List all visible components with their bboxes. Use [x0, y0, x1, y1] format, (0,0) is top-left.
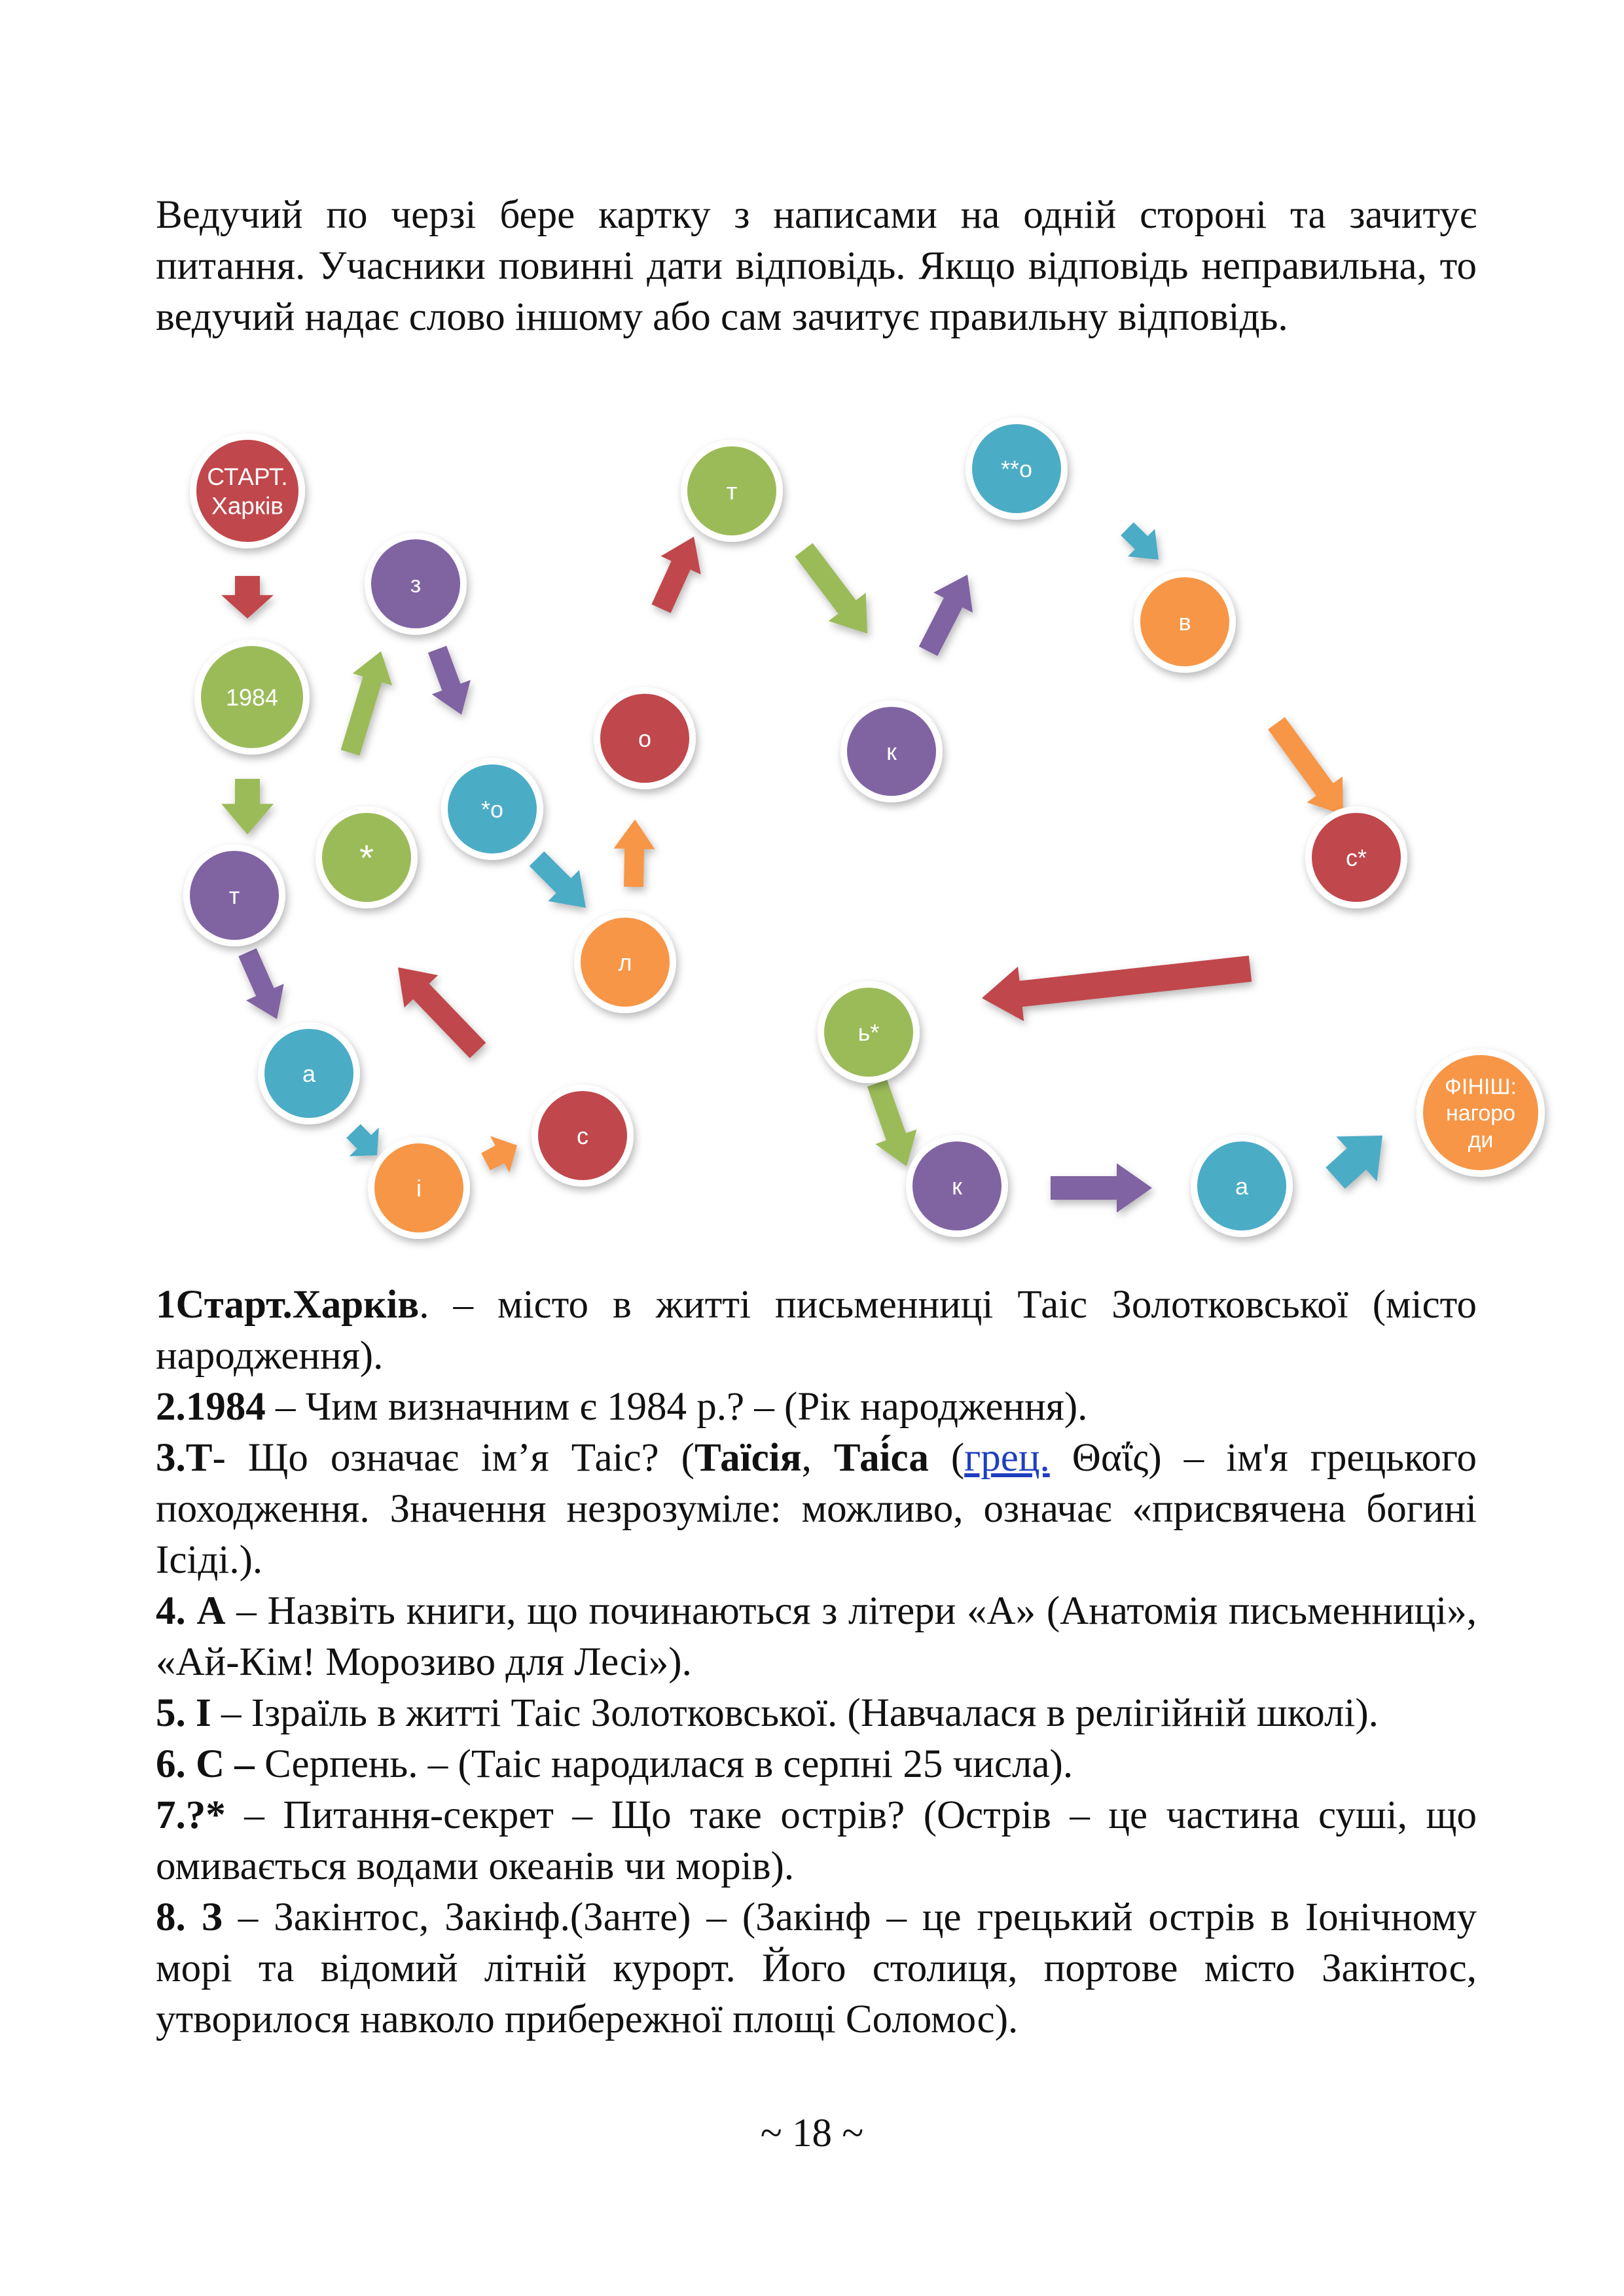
node-label: СТАРТ. — [207, 463, 288, 491]
arrow-red — [221, 576, 274, 619]
node-label: * — [359, 837, 374, 879]
node-a2 — [1191, 1135, 1293, 1237]
item-number: 7.?* — [156, 1793, 226, 1837]
item-lead: І — [185, 1691, 211, 1735]
item-text: – Ізраїль в житті Таіс Золотковської. (Навчалася в релігійній школі). — [211, 1691, 1379, 1735]
node-v — [1134, 571, 1236, 673]
node-i — [368, 1137, 470, 1239]
node-label: ди — [1468, 1128, 1494, 1153]
item-text: - Що означає ім’я Таіс? ( — [212, 1436, 695, 1480]
item-4 — [156, 1586, 1477, 1688]
node-o — [594, 687, 696, 789]
item-lead: А — [185, 1589, 226, 1633]
item-8 — [156, 1892, 1477, 2045]
arrow-blue — [1326, 1136, 1382, 1189]
node-a1 — [258, 1022, 360, 1124]
name-taisa: Таі́са — [833, 1436, 929, 1480]
item-number: 5. — [156, 1691, 186, 1735]
node-label: в — [1178, 608, 1191, 636]
questions-list — [156, 1280, 1477, 2045]
node-t1 — [183, 844, 285, 946]
node-label: з — [410, 570, 422, 598]
node-label: **о — [1000, 455, 1033, 482]
node-k2 — [906, 1135, 1008, 1237]
item-number: 2. — [156, 1385, 186, 1429]
item-7 — [156, 1790, 1477, 1892]
item-text: Серпень. – (Таіс народилася в серпні 25 числа). — [254, 1742, 1074, 1786]
item-text: . – місто в житті письменниці Таіс Золотковської (місто народження). — [156, 1283, 1477, 1378]
item-lead: С – — [185, 1742, 255, 1786]
item-6 — [156, 1739, 1477, 1790]
arrow-blue — [1121, 522, 1159, 560]
node-label: к — [952, 1172, 962, 1200]
item-1 — [156, 1280, 1477, 1382]
arrow-red — [398, 967, 486, 1058]
node-start — [190, 433, 305, 548]
node-label: Харків — [211, 492, 283, 520]
node-l — [574, 911, 676, 1013]
node-k1 — [840, 700, 943, 802]
item-lead: Т — [185, 1436, 213, 1480]
item-lead: З — [185, 1895, 223, 1939]
arrow-orange — [614, 819, 655, 887]
greek-link[interactable]: грец. — [964, 1436, 1050, 1480]
node-label: с* — [1345, 844, 1367, 871]
item-text: – Назвіть книги, що починаються з літери «А» (Анатомія письменниці», «Ай-Кім! Морозиво для Лесі»). — [156, 1589, 1477, 1684]
name-taisiia: Таїсія — [694, 1436, 802, 1480]
node-label: о — [638, 725, 652, 752]
item-number: 6. — [156, 1742, 186, 1786]
arrow-green — [795, 543, 868, 634]
arrow-purple — [919, 575, 973, 656]
node-z — [365, 533, 467, 635]
node-star-o — [441, 758, 543, 860]
arrow-blue — [530, 852, 586, 908]
node-label: с — [577, 1122, 588, 1149]
item-lead: 1984 — [185, 1385, 266, 1429]
node-label: т — [726, 477, 738, 505]
arrow-red — [651, 537, 700, 613]
item-2 — [156, 1382, 1477, 1433]
node-label: ь* — [857, 1018, 880, 1046]
arrow-blue — [346, 1124, 379, 1157]
item-3 — [156, 1433, 1477, 1586]
item-number: 1 — [156, 1283, 176, 1327]
node-soft-star — [818, 981, 920, 1083]
node-star — [316, 806, 418, 908]
arrow-green — [341, 651, 393, 755]
node-1984 — [194, 639, 310, 755]
item-text: ( — [928, 1436, 965, 1480]
arrow-red — [982, 956, 1252, 1021]
item-5 — [156, 1688, 1477, 1739]
node-label: *о — [480, 795, 504, 823]
node-finish — [1416, 1049, 1545, 1177]
arrow-orange — [1268, 717, 1343, 815]
node-label: л — [618, 948, 632, 976]
item-number: 8. — [156, 1895, 186, 1939]
arrow-green — [221, 779, 274, 834]
arrow-purple — [1051, 1163, 1152, 1213]
arrow-green — [867, 1080, 917, 1166]
item-text: – Закінтос, Закінф.(Занте) – (Закінф – це грецький острів в Іонічному морі та відомий літній курорт. Його столиця, портове місто Закінтос, утворилося навколо прибережної площі Соломос). — [156, 1895, 1477, 2041]
item-number: 4. — [156, 1589, 186, 1633]
item-text: – Питання-секрет – Що таке острів? (Острів – це частина суші, що омивається водами океанів чи морів). — [156, 1793, 1477, 1888]
node-label: а — [1235, 1172, 1249, 1200]
arrow-purple — [428, 646, 471, 715]
node-label: а — [302, 1060, 316, 1087]
item-lead: Старт.Харків — [175, 1283, 420, 1327]
arrow-purple — [238, 948, 283, 1019]
node-s — [532, 1085, 634, 1187]
item-text: – Чим визначним є 1984 р.? – (Рік народження). — [265, 1385, 1088, 1429]
node-label: к — [886, 738, 897, 765]
node-star-star-o — [965, 418, 1068, 520]
intro-paragraph: Ведучий по черзі бере картку з написами на одній стороні та зачитує питання. Учасники повинні дати відповідь. Якщо відповідь неправильна, то ведучий надає слово іншому або сам зачитує правильну відповідь. — [156, 193, 1477, 339]
node-label: 1984 — [225, 683, 279, 711]
node-t2 — [681, 440, 783, 542]
node-label: ФІНІШ: — [1445, 1074, 1517, 1100]
node-label: т — [228, 882, 240, 909]
page-number: ~ 18 ~ — [760, 2111, 864, 2155]
node-s-star — [1305, 806, 1407, 908]
node-label: і — [416, 1174, 422, 1202]
separator: , — [801, 1436, 834, 1480]
node-label: нагоро — [1445, 1101, 1516, 1126]
item-number: 3. — [156, 1436, 186, 1480]
item-text: Θαΐς) – ім'я грецького походження. Значення незрозуміле: можливо, означає «присвячена богині Ісіді.). — [156, 1436, 1477, 1582]
arrow-orange — [481, 1136, 517, 1173]
